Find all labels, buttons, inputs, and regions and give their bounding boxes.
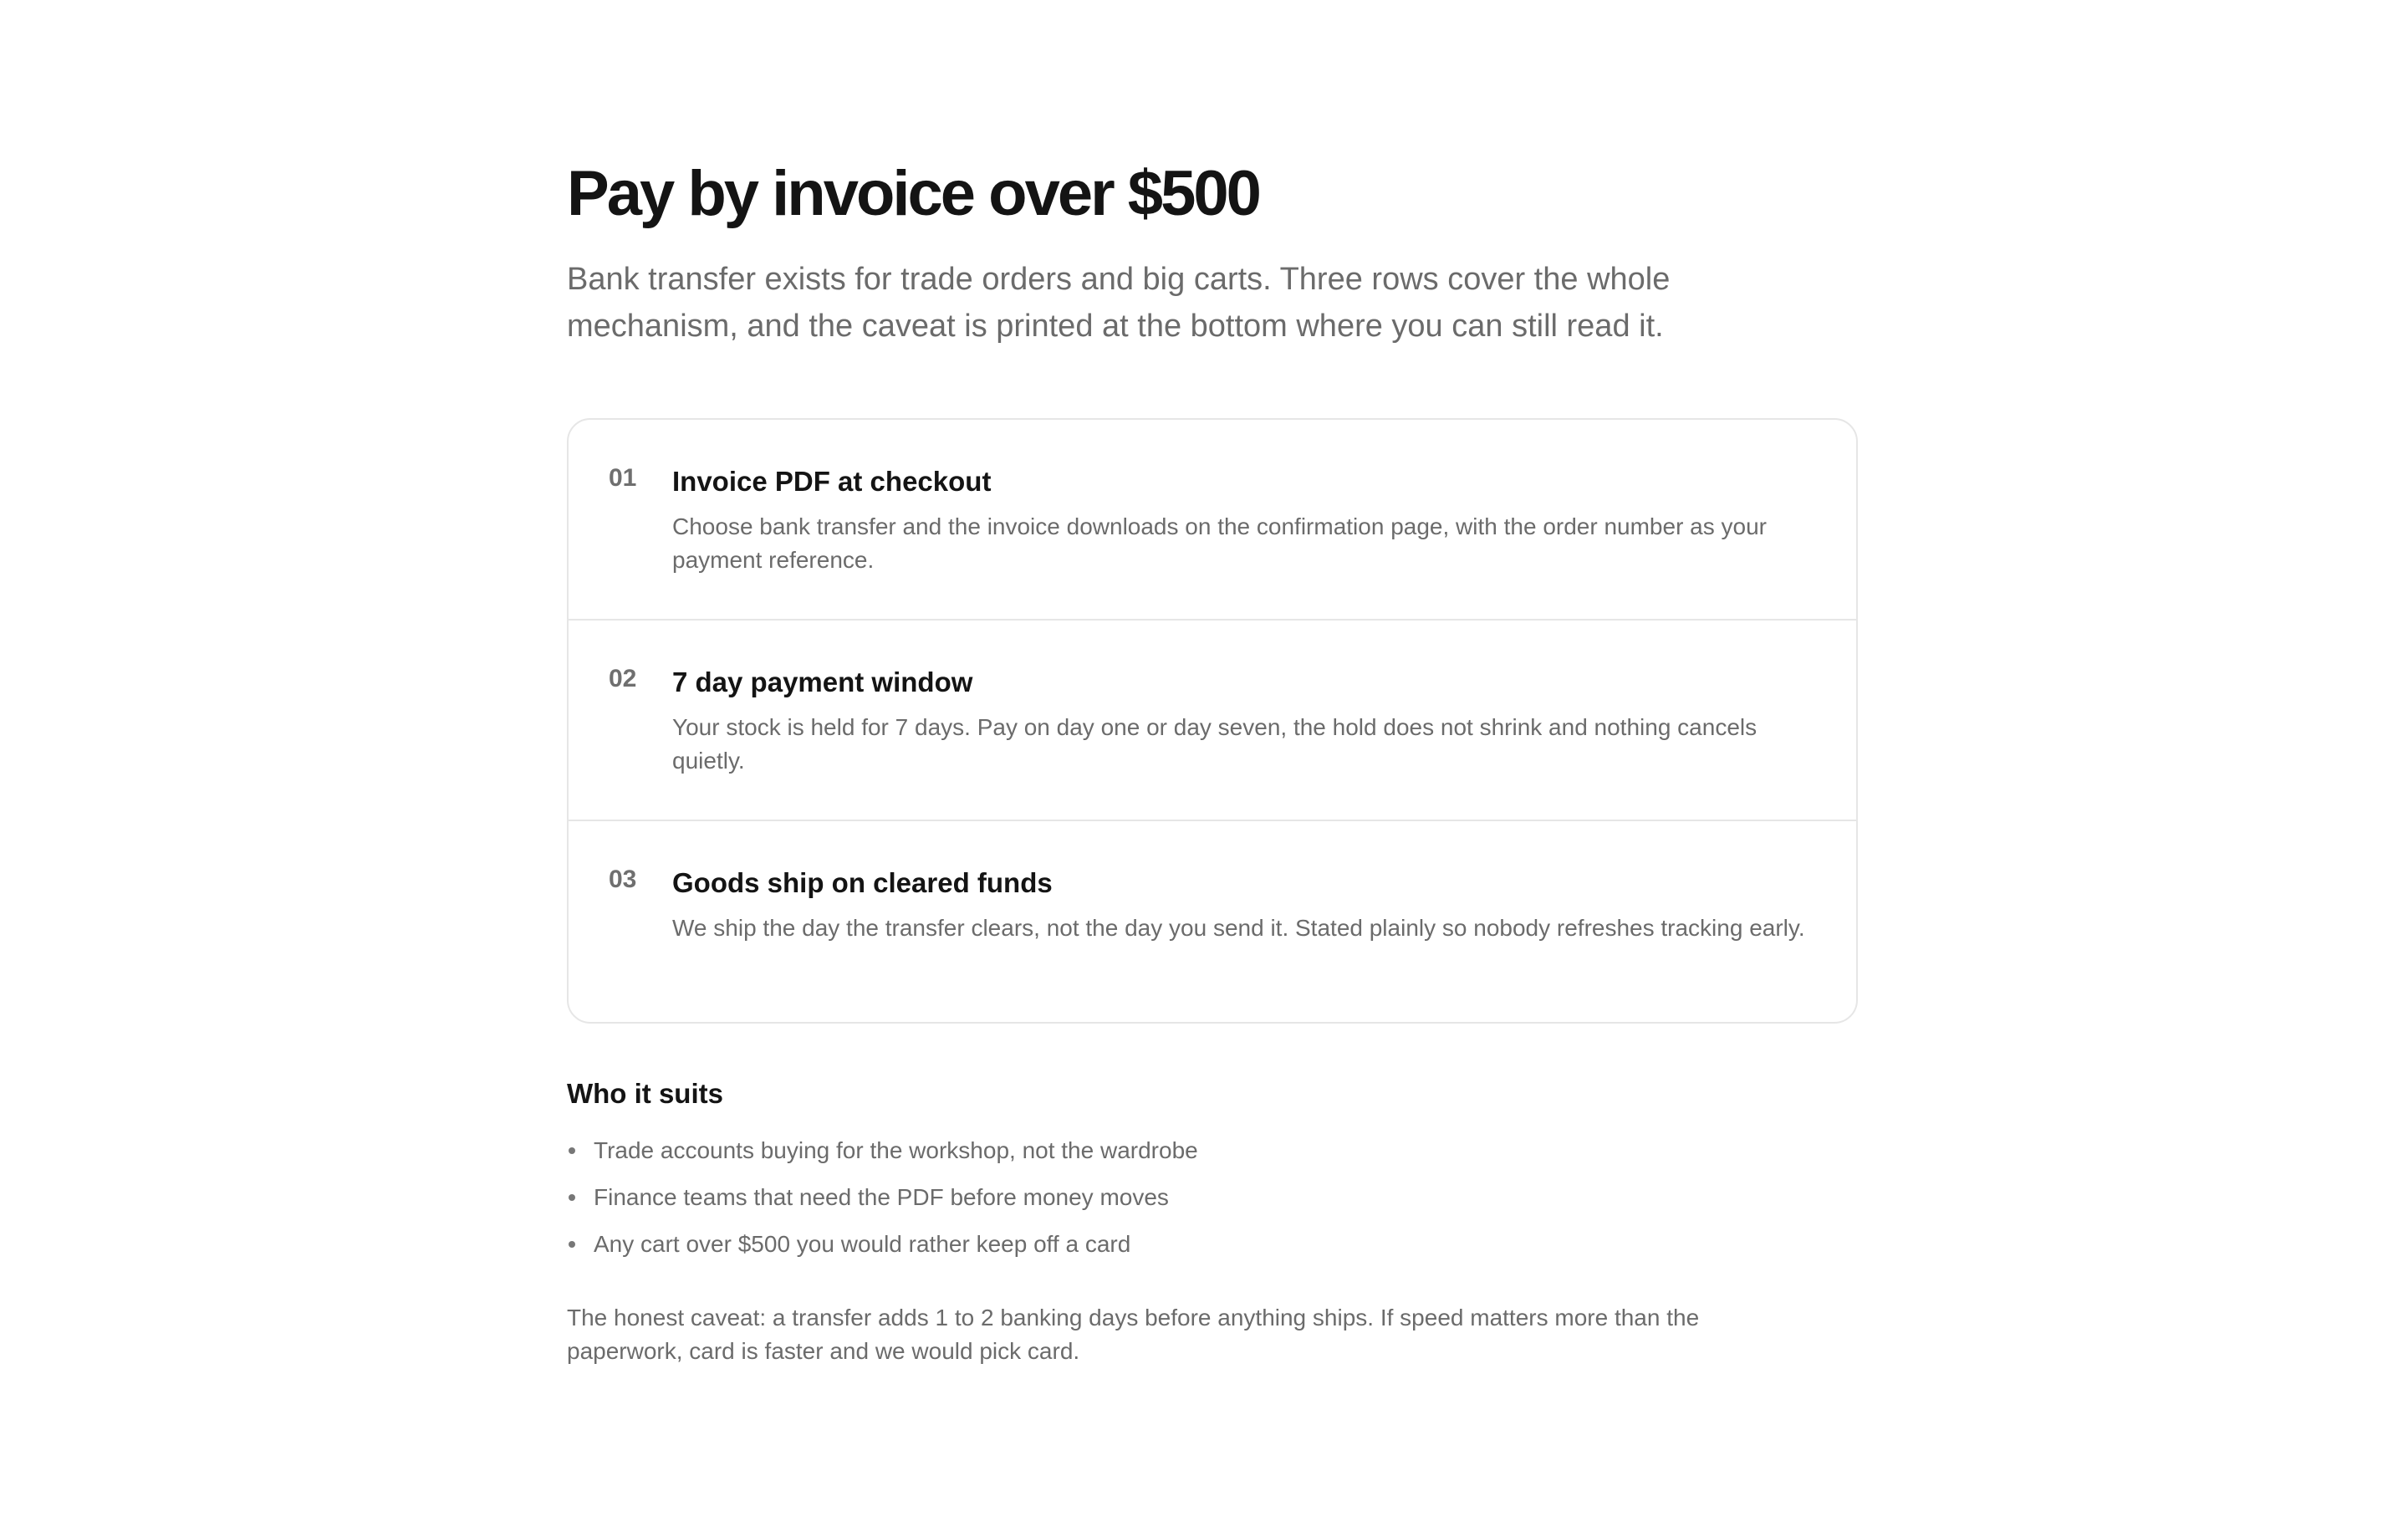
step-title: 7 day payment window	[672, 667, 973, 697]
step-number: 03	[609, 866, 637, 893]
step-description: We ship the day the transfer clears, not the day you send it. Stated plainly so nobody refreshes tracking early.	[672, 915, 1805, 941]
list-item-text: Trade accounts buying for the workshop, not the wardrobe	[594, 1137, 1198, 1163]
caveat-paragraph: The honest caveat: a transfer adds 1 to 2 banking days before anything ships. If speed matters more than the paperwork, card is faster and we would pick card.	[567, 1305, 1700, 1364]
list-item	[567, 1179, 1198, 1226]
steps-card	[567, 418, 1858, 1024]
who-it-suits-list	[567, 1132, 1198, 1273]
step-title: Invoice PDF at checkout	[672, 466, 992, 497]
page-title: Pay by invoice over $500	[567, 158, 1259, 229]
bullet-icon	[569, 1194, 575, 1201]
list-item-text: Any cart over $500 you would rather keep off a card	[594, 1231, 1131, 1257]
step-row	[569, 420, 1856, 621]
list-item	[567, 1132, 1198, 1179]
intro-paragraph: Bank transfer exists for trade orders and big carts. Three rows cover the whole mechanism, and the caveat is printed at the bottom where you can still read it.	[567, 262, 1671, 344]
list-item	[567, 1226, 1198, 1273]
who-it-suits-heading: Who it suits	[567, 1078, 723, 1109]
step-number: 01	[609, 464, 637, 492]
step-row	[569, 621, 1856, 821]
step-title: Goods ship on cleared funds	[672, 867, 1053, 898]
step-description: Choose bank transfer and the invoice downloads on the confirmation page, with the order number as your payment reference.	[672, 513, 1767, 573]
step-number: 02	[609, 665, 637, 692]
bullet-icon	[569, 1147, 575, 1154]
step-row	[569, 821, 1856, 1022]
bullet-icon	[569, 1241, 575, 1248]
list-item-text: Finance teams that need the PDF before money moves	[594, 1184, 1169, 1210]
step-description: Your stock is held for 7 days. Pay on day one or day seven, the hold does not shrink and nothing cancels quietly.	[672, 714, 1758, 774]
